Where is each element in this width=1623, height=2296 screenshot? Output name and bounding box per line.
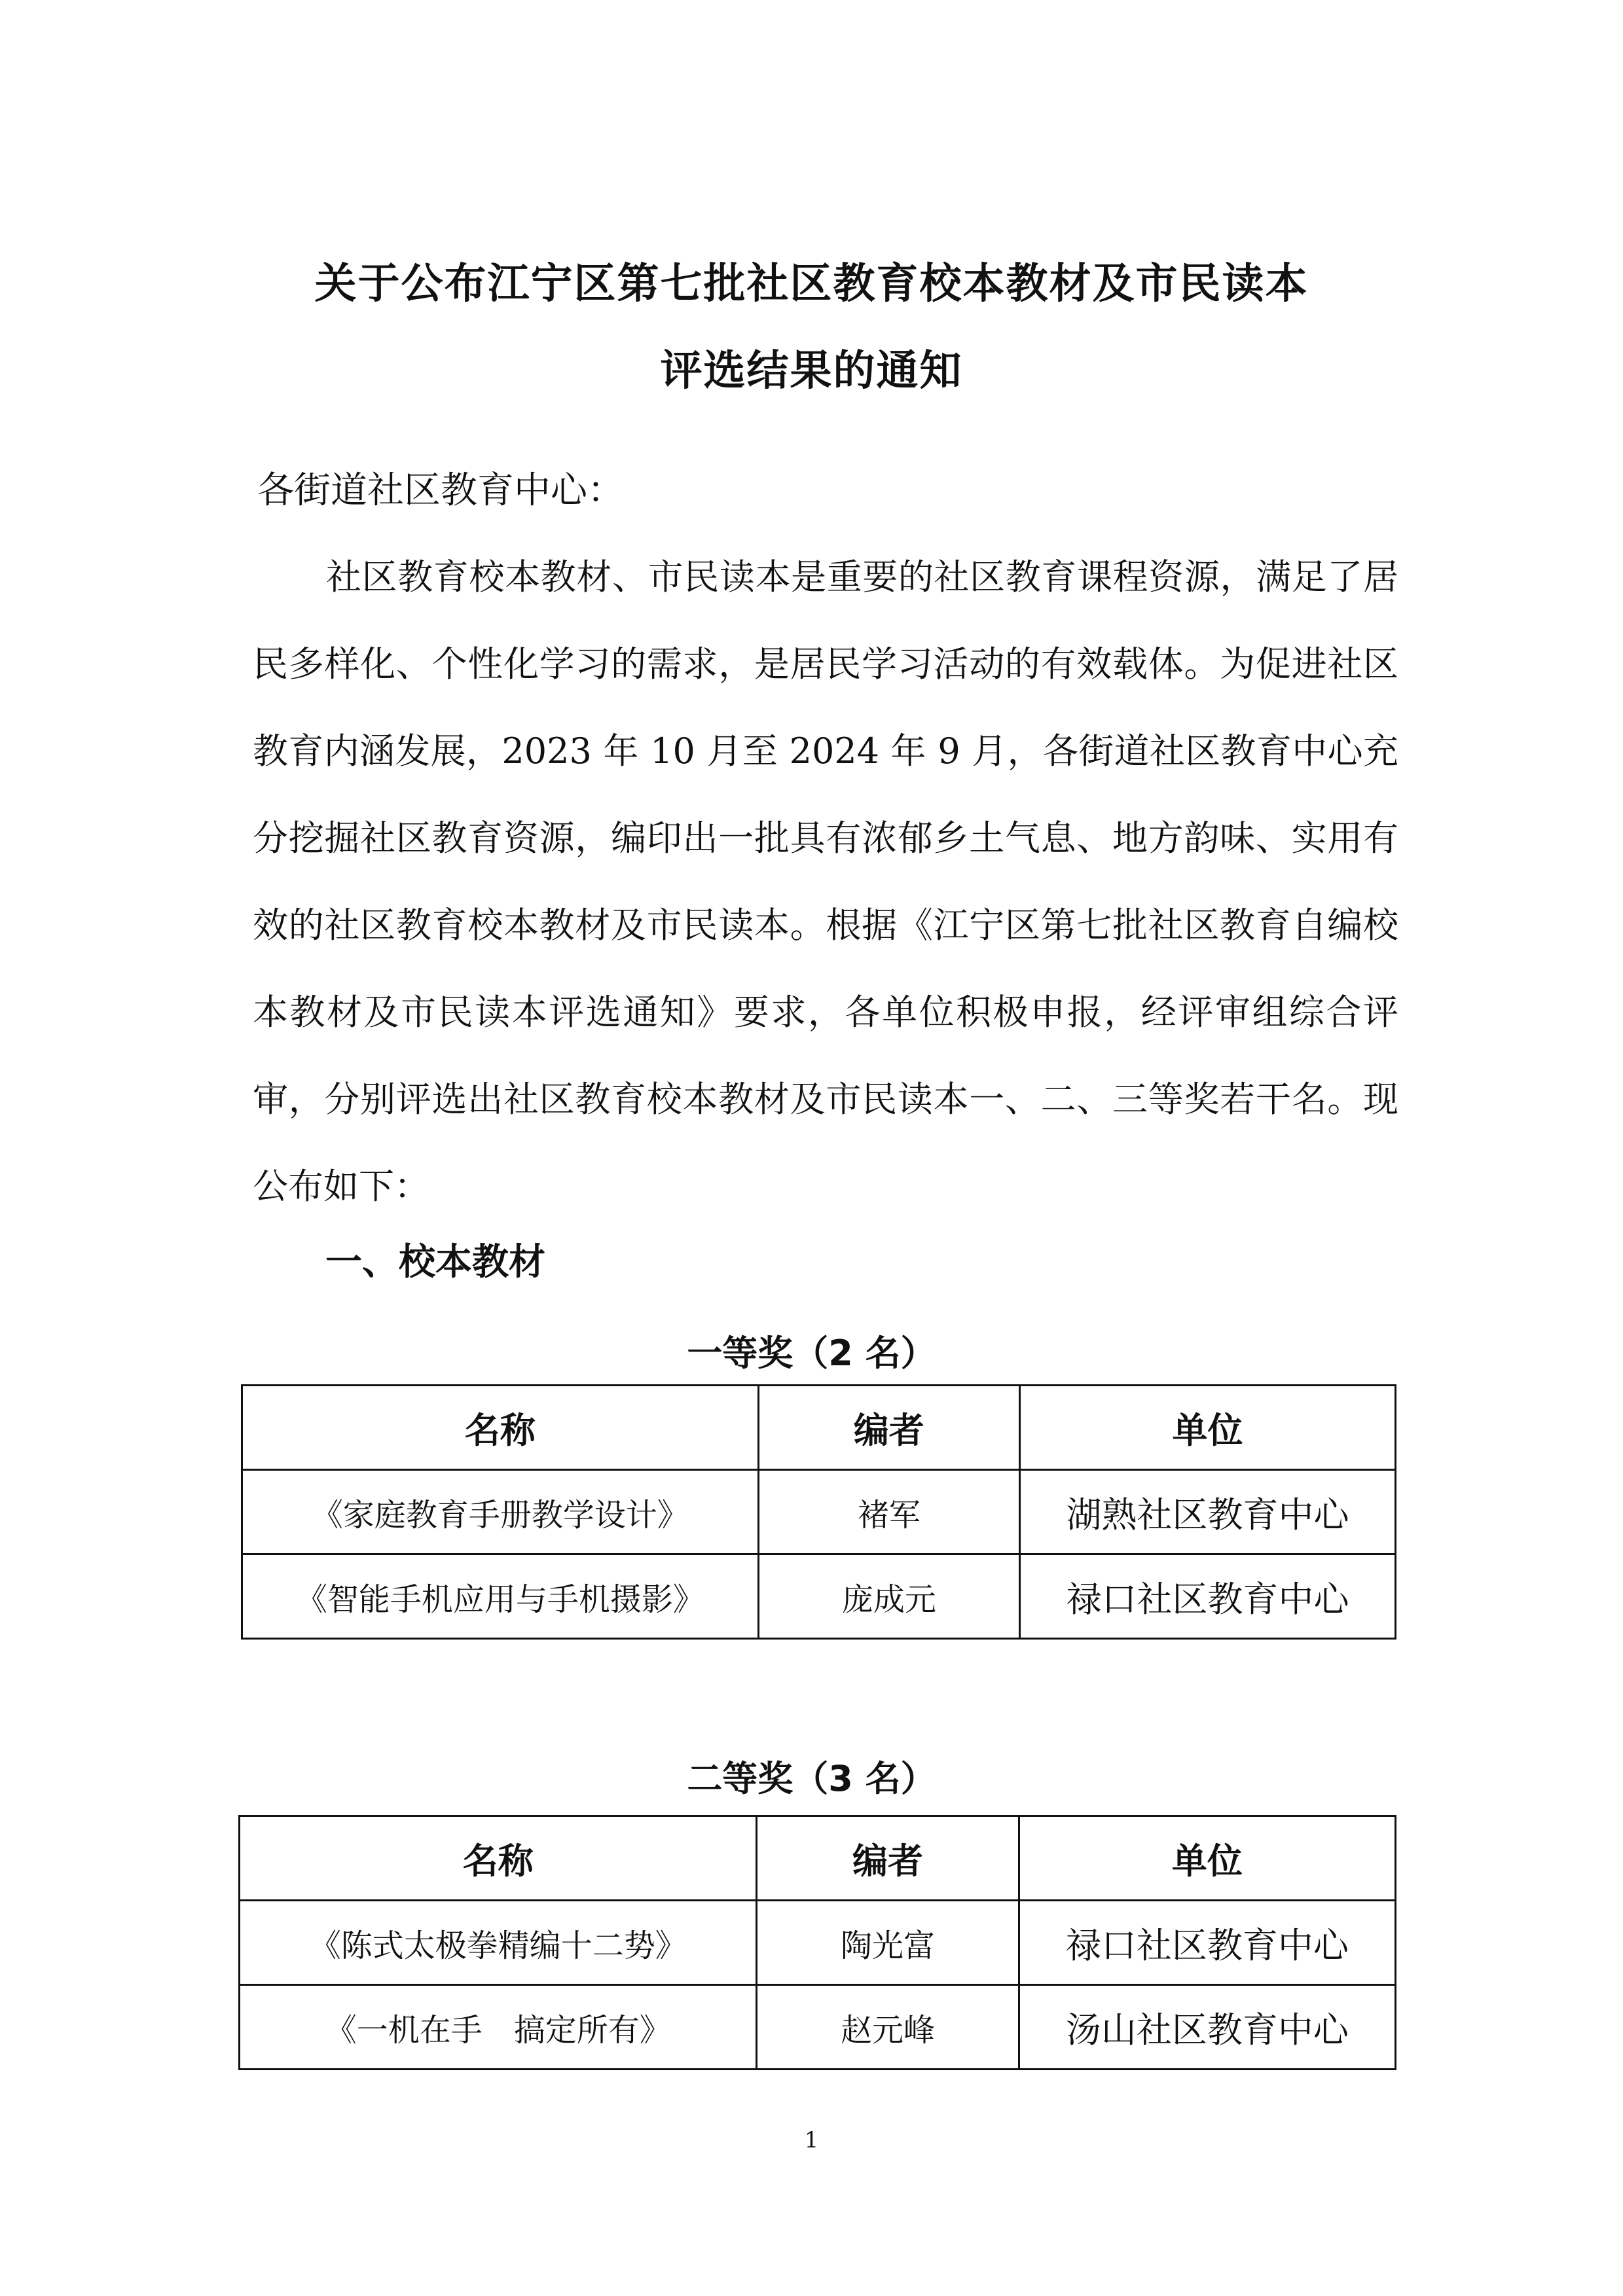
document-title-line2: 评选结果的通知: [660, 347, 963, 395]
section-heading-textbooks: 一、校本教材: [325, 1241, 545, 1283]
cell-name: 《一机在手 搞定所有》: [240, 1985, 757, 2070]
table-row: [242, 1554, 1396, 1639]
cell-editor: 赵元峰: [757, 1985, 1019, 2070]
page-number: 1: [804, 2127, 819, 2153]
cell-name: 《家庭教育手册教学设计》: [242, 1470, 759, 1554]
table-header-row: [242, 1386, 1396, 1470]
cell-editor: 陶光富: [757, 1901, 1019, 1985]
second-prize-table: [238, 1815, 1396, 2070]
first-prize-table: [241, 1384, 1396, 1640]
column-header-unit: 单位: [1019, 1816, 1395, 1901]
cell-editor: 褚军: [758, 1470, 1019, 1554]
cell-name: 《智能手机应用与手机摄影》: [242, 1554, 759, 1639]
cell-editor: 庞成元: [758, 1554, 1019, 1639]
first-prize-heading: 一等奖（2 名）: [687, 1333, 936, 1374]
column-header-editor: 编者: [757, 1816, 1019, 1901]
document-title-line1: 关于公布江宁区第七批社区教育校本教材及市民读本: [314, 260, 1309, 308]
cell-unit: 湖熟社区教育中心: [1019, 1470, 1395, 1554]
cell-unit: 汤山社区教育中心: [1019, 1985, 1395, 2070]
column-header-editor: 编者: [758, 1386, 1019, 1470]
table-row: [240, 1901, 1396, 1985]
body-paragraph: 社区教育校本教材、市民读本是重要的社区教育课程资源，满足了居民多样化、个性化学习的需求，是居民学习活动的有效载体。为促进社区教育内涵发展，2023 年 10 月至 2024 年 9 月，各街道社区教育中心充分挖掘社区教育资源，编印出一批具有浓郁乡土气息、地方韵味、实用有效的社区教育校本教材及市民读本。根据《江宁区第七批社区教育自编校本教材及市民读本评选通知》要求，各单位积极申报，经评审组综合评审，分别评选出社区教育校本教材及市民读本一、二、三等奖若干名。现公布如下：: [253, 556, 1398, 1207]
column-header-name: 名称: [242, 1386, 759, 1470]
second-prize-heading: 二等奖（3 名）: [687, 1758, 936, 1799]
table-row: [242, 1470, 1396, 1554]
column-header-unit: 单位: [1019, 1386, 1395, 1470]
table-row: [240, 1985, 1396, 2070]
cell-name: 《陈式太极拳精编十二势》: [240, 1901, 757, 1985]
salutation: 各街道社区教育中心：: [257, 469, 624, 512]
cell-unit: 禄口社区教育中心: [1019, 1901, 1395, 1985]
cell-unit: 禄口社区教育中心: [1019, 1554, 1395, 1639]
column-header-name: 名称: [240, 1816, 757, 1901]
table-header-row: [240, 1816, 1396, 1901]
